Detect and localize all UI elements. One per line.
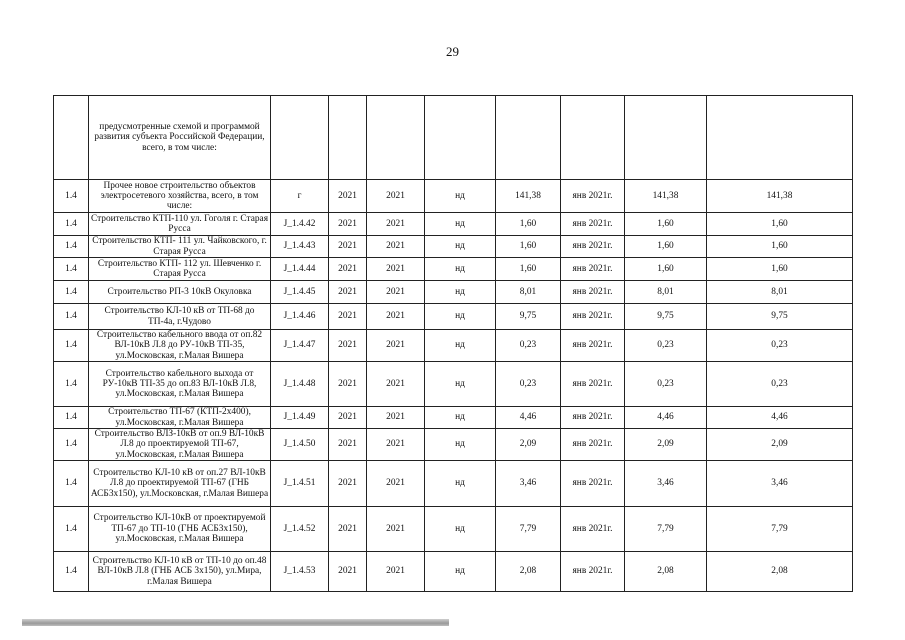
cell-unit: нд — [425, 304, 496, 330]
cell-value-1: 8,01 — [496, 281, 561, 304]
cell-value-3: 8,01 — [707, 281, 853, 304]
cell-start-year: 2021 — [329, 551, 367, 591]
cell-object-name: Строительство кабельного ввода от оп.82 ВЛ-10кВ Л.8 до РУ-10кВ ТП-35, ул.Московская, г.Малая Вишера — [89, 330, 271, 362]
table-row — [54, 551, 853, 591]
cell-value-3: 9,75 — [707, 304, 853, 330]
cell-row-number: 1.4 — [54, 362, 89, 407]
cell-object-name: Строительство КТП- 111 ул. Чайковского, г. Старая Русса — [89, 236, 271, 258]
table-row — [54, 304, 853, 330]
cell-value-3: 0,23 — [707, 330, 853, 362]
cell-value-3: 2,08 — [707, 551, 853, 591]
cell-value-1: 1,60 — [496, 236, 561, 258]
cell-value-2: 141,38 — [625, 180, 707, 213]
cell-price-date: янв 2021г. — [561, 236, 625, 258]
cell-project-code: J_1.4.50 — [271, 429, 329, 461]
cell-value-1: 4,46 — [496, 407, 561, 429]
page-number: 29 — [446, 44, 459, 59]
cell-price-date: янв 2021г. — [561, 407, 625, 429]
cell-value-3: 1,60 — [707, 236, 853, 258]
table-row — [54, 330, 853, 362]
cell-value-2: 1,60 — [625, 236, 707, 258]
cell-value-3: 3,46 — [707, 460, 853, 506]
cell-value-1: 3,46 — [496, 460, 561, 506]
cell-end-year: 2021 — [367, 460, 425, 506]
cell-value-1: 141,38 — [496, 180, 561, 213]
cell-start-year: 2021 — [329, 407, 367, 429]
cell-value-1: 9,75 — [496, 304, 561, 330]
table-row — [54, 281, 853, 304]
cell-value-2: 3,46 — [625, 460, 707, 506]
cell-project-code: J_1.4.53 — [271, 551, 329, 591]
table-row — [54, 213, 853, 236]
cell-end-year: 2021 — [367, 330, 425, 362]
cell-start-year: 2021 — [329, 236, 367, 258]
cell-object-name: Строительство ВЛЗ-10кВ от оп.9 ВЛ-10кВ Л.8 до проектируемой ТП-67, ул.Московская, г.Малая Вишера — [89, 429, 271, 461]
cell-row-number: 1.4 — [54, 180, 89, 213]
cell-value-2: 2,09 — [625, 429, 707, 461]
cell-unit: нд — [425, 362, 496, 407]
cell-value-1: 0,23 — [496, 330, 561, 362]
cell-end-year: 2021 — [367, 429, 425, 461]
cell-value-3: 1,60 — [707, 213, 853, 236]
cell-end-year: 2021 — [367, 213, 425, 236]
cell-unit: нд — [425, 281, 496, 304]
cell-value-1: 7,79 — [496, 506, 561, 551]
cell-unit: нд — [425, 236, 496, 258]
cell-project-code: J_1.4.42 — [271, 213, 329, 236]
table-row — [54, 429, 853, 461]
cell-start-year: 2021 — [329, 304, 367, 330]
cell-object-name: предусмотренные схемой и программой развития субъекта Российской Федерации, всего, в том числе: — [89, 96, 271, 180]
cell-unit: нд — [425, 506, 496, 551]
cell-value-3: 2,09 — [707, 429, 853, 461]
cell-price-date: янв 2021г. — [561, 258, 625, 281]
cell-value-1: 1,60 — [496, 258, 561, 281]
cell-value-3: 7,79 — [707, 506, 853, 551]
table-row — [54, 460, 853, 506]
cell-end-year: 2021 — [367, 551, 425, 591]
cell-value-3: 1,60 — [707, 258, 853, 281]
cell-start-year: 2021 — [329, 258, 367, 281]
cell-end-year: 2021 — [367, 304, 425, 330]
table-row — [54, 258, 853, 281]
cell-end-year — [367, 96, 425, 180]
cell-start-year: 2021 — [329, 460, 367, 506]
cell-project-code: J_1.4.48 — [271, 362, 329, 407]
cell-start-year — [329, 96, 367, 180]
cell-price-date: янв 2021г. — [561, 180, 625, 213]
cell-value-2: 7,79 — [625, 506, 707, 551]
cell-price-date — [561, 96, 625, 180]
cell-row-number: 1.4 — [54, 460, 89, 506]
table-row — [54, 407, 853, 429]
cell-start-year: 2021 — [329, 506, 367, 551]
cell-object-name: Строительство КЛ-10 кВ от оп.27 ВЛ-10кВ Л.8 до проектируемой ТП-67 (ГНБ АСБ3х150), ул.Московская, г.Малая Вишера — [89, 460, 271, 506]
cell-row-number: 1.4 — [54, 213, 89, 236]
cell-row-number: 1.4 — [54, 429, 89, 461]
cell-project-code: J_1.4.46 — [271, 304, 329, 330]
cell-project-code: J_1.4.47 — [271, 330, 329, 362]
cell-unit: нд — [425, 407, 496, 429]
cell-price-date: янв 2021г. — [561, 506, 625, 551]
cell-price-date: янв 2021г. — [561, 429, 625, 461]
cell-price-date: янв 2021г. — [561, 551, 625, 591]
cell-start-year: 2021 — [329, 213, 367, 236]
cell-object-name: Строительство КЛ-10 кВ от ТП-68 до ТП-4а, г.Чудово — [89, 304, 271, 330]
cell-value-3: 0,23 — [707, 362, 853, 407]
cell-unit: нд — [425, 258, 496, 281]
cell-value-1: 1,60 — [496, 213, 561, 236]
cell-start-year: 2021 — [329, 330, 367, 362]
cell-price-date: янв 2021г. — [561, 330, 625, 362]
cell-price-date: янв 2021г. — [561, 460, 625, 506]
cell-end-year: 2021 — [367, 506, 425, 551]
cell-row-number: 1.4 — [54, 258, 89, 281]
cell-value-1: 2,08 — [496, 551, 561, 591]
cell-unit: нд — [425, 213, 496, 236]
cell-row-number: 1.4 — [54, 304, 89, 330]
cell-value-2: 1,60 — [625, 213, 707, 236]
cell-unit — [425, 96, 496, 180]
cell-object-name: Строительство ТП-67 (КТП-2х400), ул.Московская, г.Малая Вишера — [89, 407, 271, 429]
cell-object-name: Строительство РП-3 10кВ Окуловка — [89, 281, 271, 304]
cell-row-number — [54, 96, 89, 180]
table-row — [54, 96, 853, 180]
cell-price-date: янв 2021г. — [561, 304, 625, 330]
cell-price-date: янв 2021г. — [561, 362, 625, 407]
cell-price-date: янв 2021г. — [561, 281, 625, 304]
cell-value-2: 2,08 — [625, 551, 707, 591]
cell-project-code: J_1.4.45 — [271, 281, 329, 304]
cell-row-number: 1.4 — [54, 506, 89, 551]
cell-value-3 — [707, 96, 853, 180]
cell-object-name: Строительство КТП- 112 ул. Шевченко г. Старая Русса — [89, 258, 271, 281]
cell-start-year: 2021 — [329, 180, 367, 213]
cell-value-2 — [625, 96, 707, 180]
cell-unit: нд — [425, 551, 496, 591]
cell-row-number: 1.4 — [54, 551, 89, 591]
cell-value-2: 9,75 — [625, 304, 707, 330]
cell-project-code: г — [271, 180, 329, 213]
cell-project-code: J_1.4.51 — [271, 460, 329, 506]
cell-object-name: Строительство КЛ-10кВ от проектируемой ТП-67 до ТП-10 (ГНБ АСБ3х150), ул.Московская, г.Малая Вишера — [89, 506, 271, 551]
cell-object-name: Строительство кабельного выхода от РУ-10кВ ТП-35 до оп.83 ВЛ-10кВ Л.8, ул.Московская, г.Малая Вишера — [89, 362, 271, 407]
cell-value-2: 0,23 — [625, 330, 707, 362]
cell-value-2: 1,60 — [625, 258, 707, 281]
cell-unit: нд — [425, 460, 496, 506]
cell-project-code: J_1.4.43 — [271, 236, 329, 258]
cell-project-code: J_1.4.49 — [271, 407, 329, 429]
scan-edge-bar — [22, 619, 449, 626]
cell-object-name: Строительство КТП-110 ул. Гоголя г. Старая Русса — [89, 213, 271, 236]
cell-project-code: J_1.4.52 — [271, 506, 329, 551]
cell-object-name: Прочее новое строительство объектов электросетевого хозяйства, всего, в том числе: — [89, 180, 271, 213]
cell-end-year: 2021 — [367, 281, 425, 304]
cell-end-year: 2021 — [367, 236, 425, 258]
cell-row-number: 1.4 — [54, 330, 89, 362]
table-row — [54, 362, 853, 407]
cell-object-name: Строительство КЛ-10 кВ от ТП-10 до оп.48 ВЛ-10кВ Л.8 (ГНБ АСБ 3х150), ул.Мира, г.Малая Вишера — [89, 551, 271, 591]
cell-value-3: 141,38 — [707, 180, 853, 213]
cell-value-2: 4,46 — [625, 407, 707, 429]
table-row — [54, 180, 853, 213]
cell-project-code: J_1.4.44 — [271, 258, 329, 281]
cell-end-year: 2021 — [367, 362, 425, 407]
table-row — [54, 506, 853, 551]
cell-row-number: 1.4 — [54, 236, 89, 258]
cell-value-1 — [496, 96, 561, 180]
cell-value-1: 0,23 — [496, 362, 561, 407]
cell-end-year: 2021 — [367, 407, 425, 429]
cell-start-year: 2021 — [329, 429, 367, 461]
cell-project-code — [271, 96, 329, 180]
cell-unit: нд — [425, 330, 496, 362]
cell-unit: нд — [425, 180, 496, 213]
investment-table — [53, 95, 853, 592]
cell-value-2: 8,01 — [625, 281, 707, 304]
table-body — [54, 96, 853, 592]
cell-start-year: 2021 — [329, 362, 367, 407]
cell-end-year: 2021 — [367, 258, 425, 281]
cell-start-year: 2021 — [329, 281, 367, 304]
cell-price-date: янв 2021г. — [561, 213, 625, 236]
cell-end-year: 2021 — [367, 180, 425, 213]
cell-value-2: 0,23 — [625, 362, 707, 407]
table-row — [54, 236, 853, 258]
cell-unit: нд — [425, 429, 496, 461]
cell-value-1: 2,09 — [496, 429, 561, 461]
cell-row-number: 1.4 — [54, 281, 89, 304]
cell-row-number: 1.4 — [54, 407, 89, 429]
cell-value-3: 4,46 — [707, 407, 853, 429]
